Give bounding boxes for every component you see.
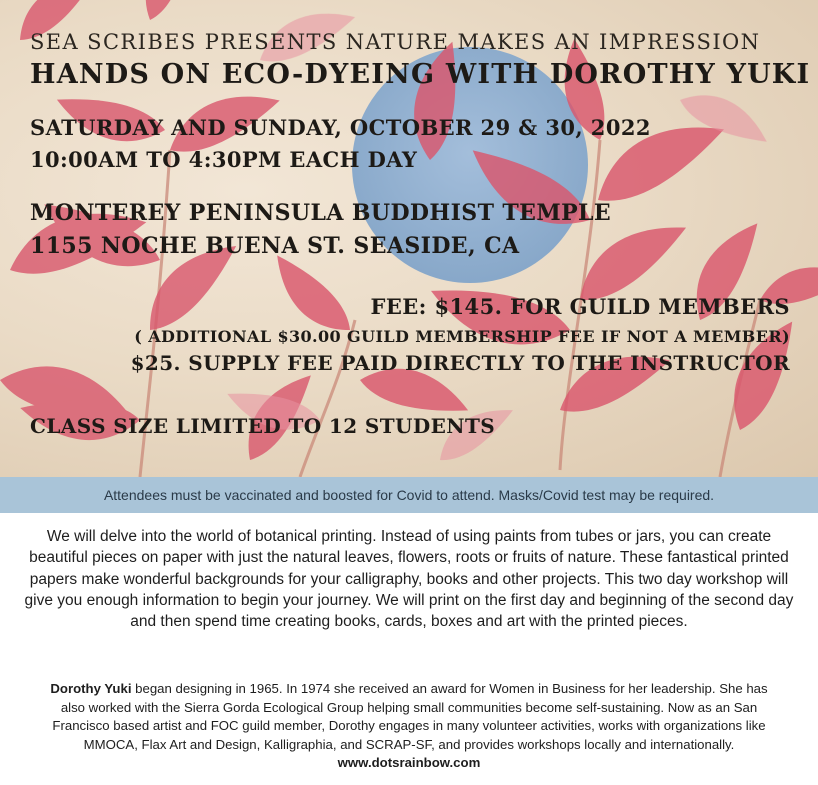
website-link[interactable]: www.dotsrainbow.com: [337, 755, 481, 771]
instructor-bio: [38, 680, 780, 773]
workshop-description: We will delve into the world of botanical printing. Instead of using paints from tubes or jars, you can create beautiful pieces on paper with just the natural leaves, flowers, roots or fruits of nature. These fantastical printed papers make wonderful backgrounds for your calligraphy, books and other projects. This two day workshop will give you enough information to begin your journey. We will print on the first day and beginning of the second day and then spend time creating books, cards, boxes and art with the printed pieces.: [24, 528, 794, 631]
event-time: 10:00AM TO 4:30PM EACH DAY: [30, 147, 418, 172]
instructor-bio-text: began designing in 1965. In 1974 she received an award for Women in Business for her leadership. She has also worked with the Sierra Gorda Ecological Group helping small communities become self-sustaining. Now as an San Francisco based artist and FOC guild member, Dorothy engages in many volunteer activities, works with organizations like MMOCA, Flax Art and Design, Kalligraphia, and SCRAP-SF, and provides workshops locally and internationally.: [52, 681, 768, 752]
venue-address: 1155 NOCHE BUENA ST. SEASIDE, CA: [30, 233, 520, 259]
venue-name: MONTEREY PENINSULA BUDDHIST TEMPLE: [30, 200, 612, 226]
fee-line: FEE: $145. FOR GUILD MEMBERS: [370, 294, 790, 319]
event-dates: SATURDAY AND SUNDAY, OCTOBER 29 & 30, 2022: [30, 115, 651, 140]
instructor-name: Dorothy Yuki: [50, 681, 132, 696]
covid-notice-text: Attendees must be vaccinated and boosted for Covid to attend. Masks/Covid test may be required.: [103, 487, 715, 503]
workshop-title: HANDS ON ECO-DYEING WITH DOROTHY YUKI: [30, 59, 811, 90]
supply-fee-line: $25. SUPPLY FEE PAID DIRECTLY TO THE INSTRUCTOR: [130, 351, 790, 375]
class-size-line: CLASS SIZE LIMITED TO 12 STUDENTS: [30, 414, 496, 438]
covid-notice-bar: [0, 477, 818, 513]
additional-fee-line: ( ADDITIONAL $30.00 GUILD MEMBERSHIP FEE IF NOT A MEMBER): [134, 327, 790, 346]
presents-line: SEA SCRIBES PRESENTS NATURE MAKES AN IMPRESSION: [30, 30, 761, 54]
